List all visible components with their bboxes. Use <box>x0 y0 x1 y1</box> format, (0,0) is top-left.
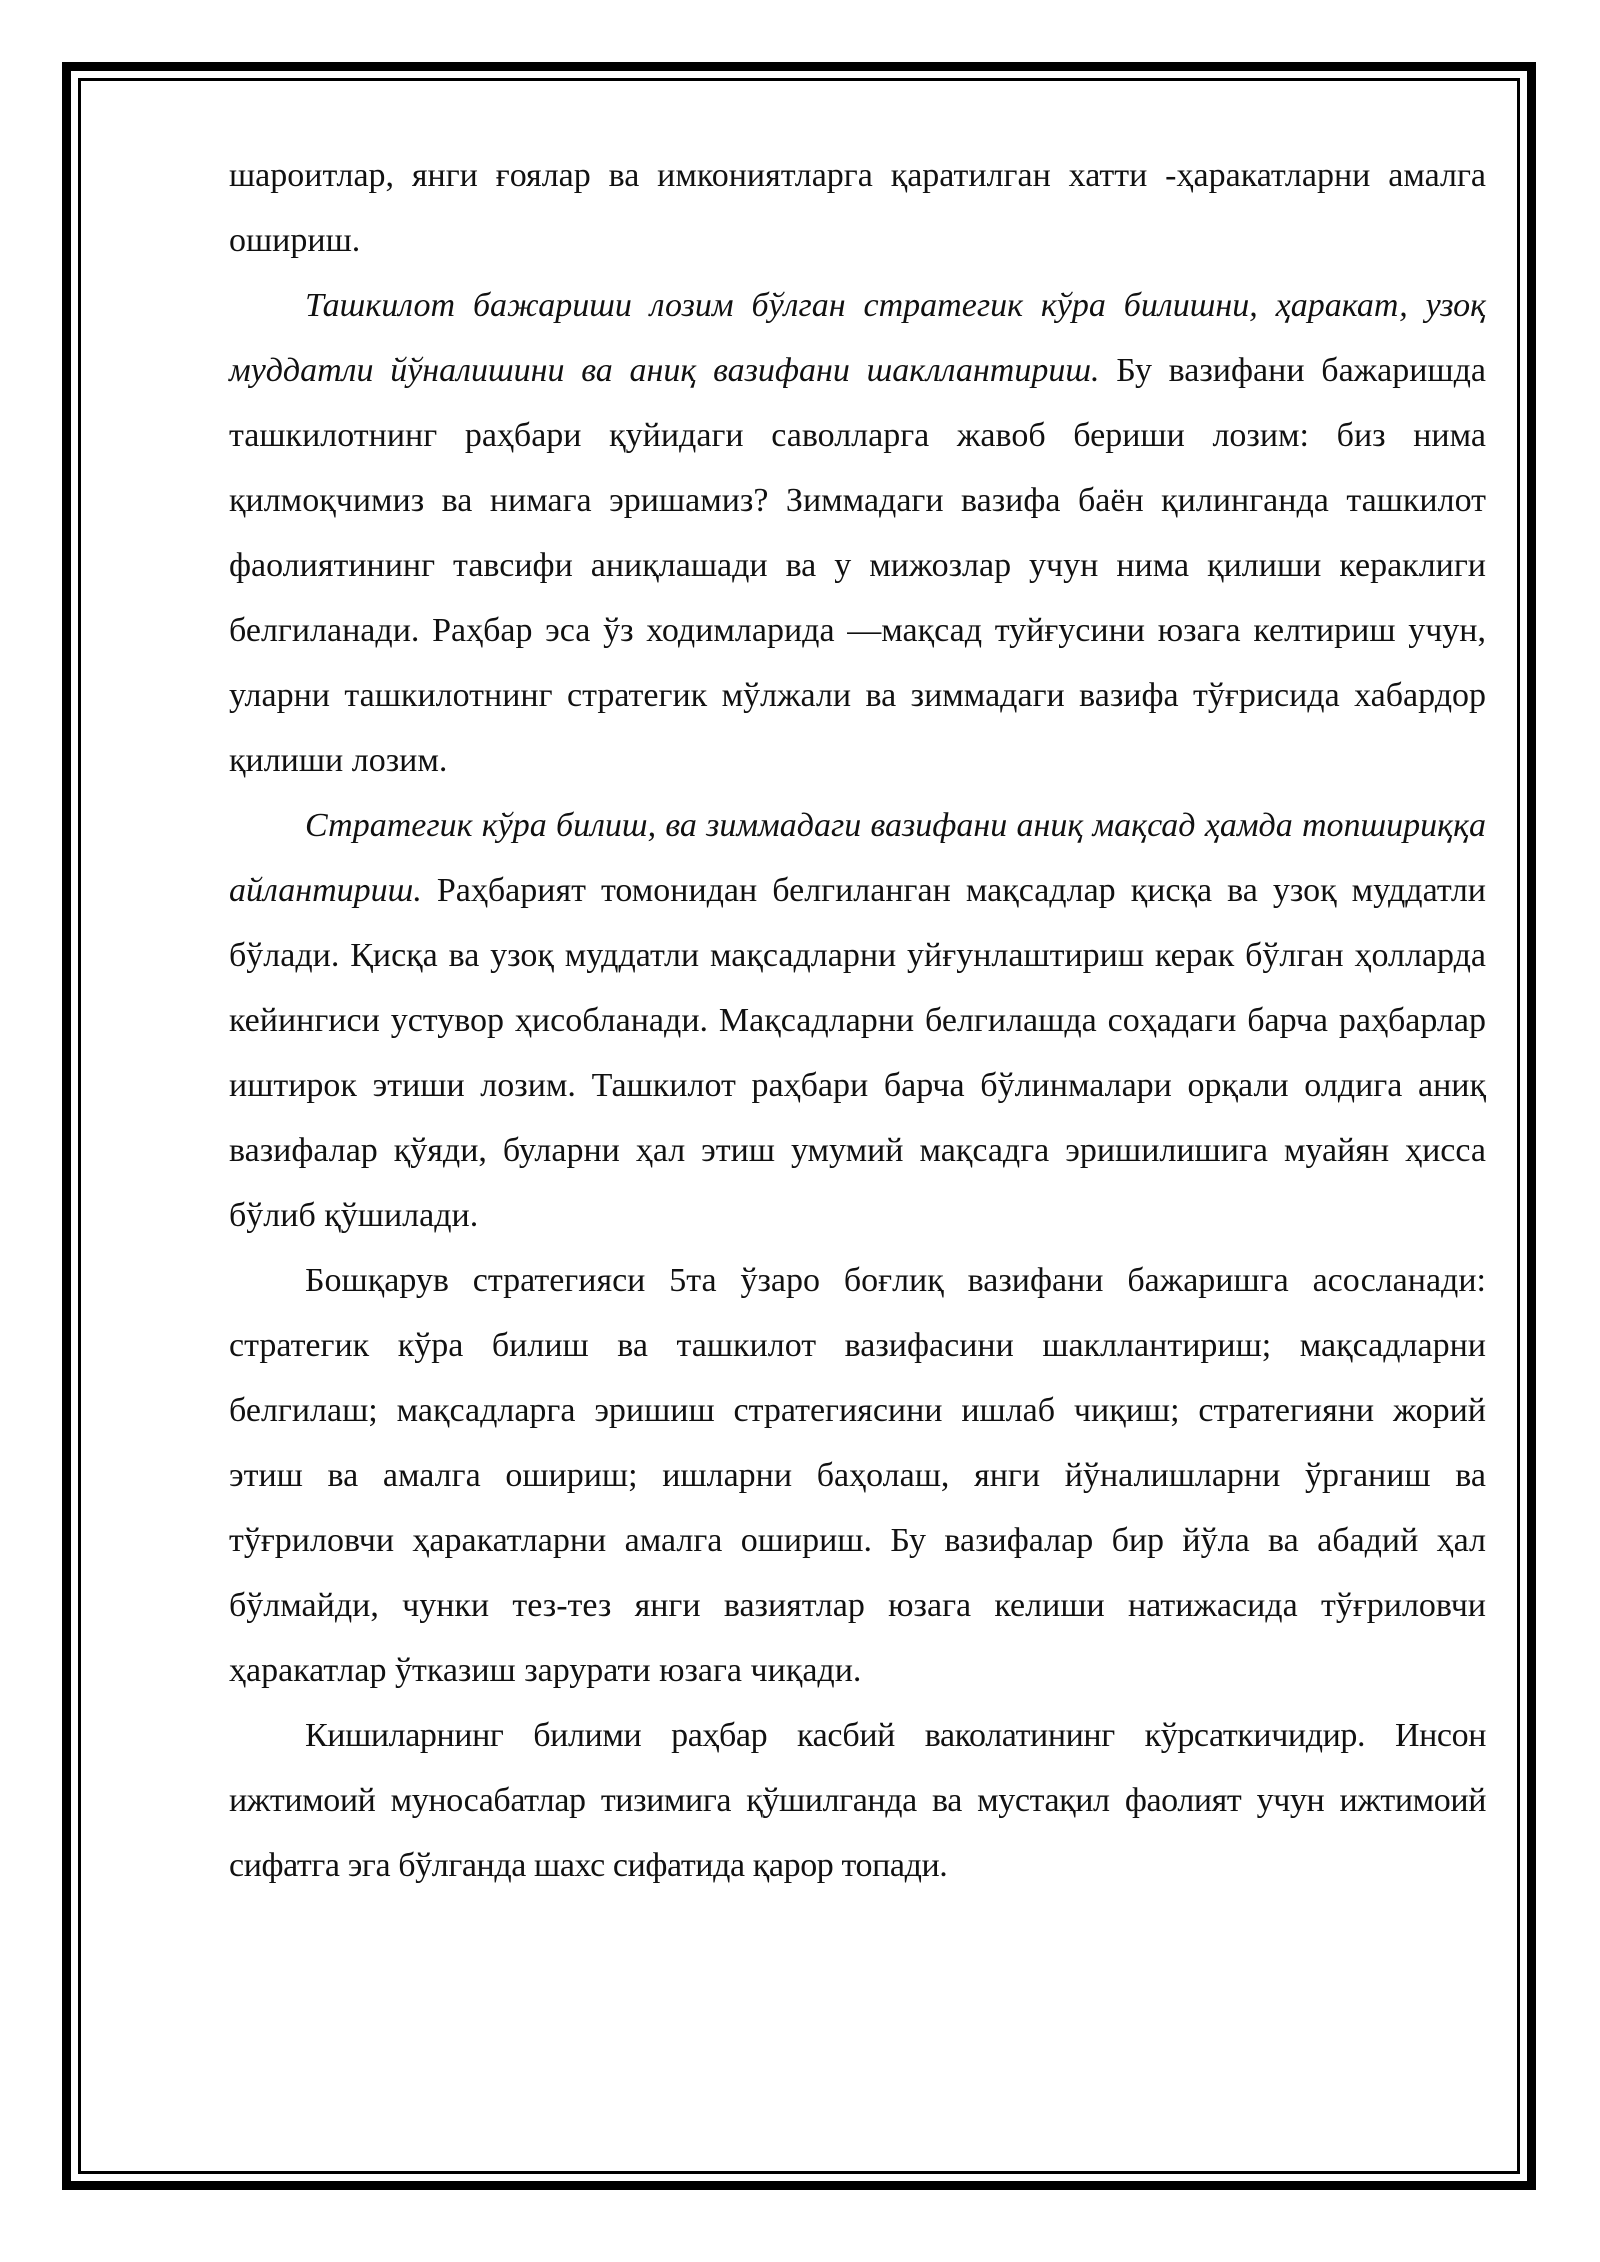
paragraph-5-text: Кишиларнинг билими раҳбар касбий ваколатининг кўрсаткичидир. Инсон ижтимоий муносабатлар тизимига қўшилганда ва мустақил фаолият учун ижтимоий сифатга эга бўлганда шахс сифатида қарор топади. <box>229 1717 1486 1884</box>
paragraph-3-heading: Стратегик кўра билиш, ва зиммадаги вазифани аниқ мақсад ҳамда топшириққа айлантириш. <box>229 807 1486 909</box>
paragraph-5 <box>229 1703 1486 1898</box>
paragraph-1-text: шароитлар, янги ғоялар ва имкониятларга қаратилган хатти -ҳаракатларни амалга ошириш. <box>229 157 1486 259</box>
paragraph-4 <box>229 1248 1486 1703</box>
paragraph-2-text: Бу вазифани бажаришда ташкилотнинг раҳбари қуйидаги саволларга жавоб бериши лозим: биз нима қилмоқчимиз ва нимага эришамиз? Зиммадаги вазифа баён қилинганда ташкилот фаолиятининг тавсифи аниқлашади ва у мижозлар учун нима қилиши кераклиги белгиланади. Раҳбар эса ўз ходимларида —мақсад туйғусини юзага келтириш учун, уларни ташкилотнинг стратегик мўлжали ва зиммадаги вазифа тўғрисида хабардор қилиши лозим. <box>229 352 1487 779</box>
paragraph-2-heading: Ташкилот бажариши лозим бўлган стратегик кўра билишни, ҳаракат, узоқ муддатли йўналишини ва аниқ вазифани шакллантириш. <box>229 287 1486 389</box>
paragraph-4-text: Бошқарув стратегияси 5та ўзаро боғлиқ вазифани бажаришга асосланади: стратегик кўра билиш ва ташкилот вазифасини шакллантириш; мақсадларни белгилаш; мақсадларга эришиш стратегиясини ишлаб чиқиш; стратегияни жорий этиш ва амалга ошириш; ишларни баҳолаш, янги йўналишларни ўрганиш ва тўғриловчи ҳаракатларни амалга ошириш. Бу вазифалар бир йўла ва абадий ҳал бўлмайди, чунки тез-тез янги вазиятлар юзага келиши натижасида тўғриловчи ҳаракатлар ўтказиш зарурати юзага чиқади. <box>229 1262 1486 1689</box>
paragraph-3 <box>229 793 1486 1248</box>
paragraph-2 <box>229 273 1486 793</box>
document-body <box>229 143 1486 1898</box>
paragraph-1 <box>229 143 1486 273</box>
paragraph-3-text: Раҳбарият томонидан белгиланган мақсадлар қисқа ва узоқ муддатли бўлади. Қисқа ва узоқ муддатли мақсадларни уйғунлаштириш керак бўлган ҳолларда кейингиси устувор ҳисобланади. Мақсадларни белгилашда соҳадаги барча раҳбарлар иштирок этиши лозим. Ташкилот раҳбари барча бўлинмалари орқали олдига аниқ вазифалар қўяди, буларни ҳал этиш умумий мақсадга эришилишига муайян ҳисса бўлиб қўшилади. <box>229 872 1486 1234</box>
